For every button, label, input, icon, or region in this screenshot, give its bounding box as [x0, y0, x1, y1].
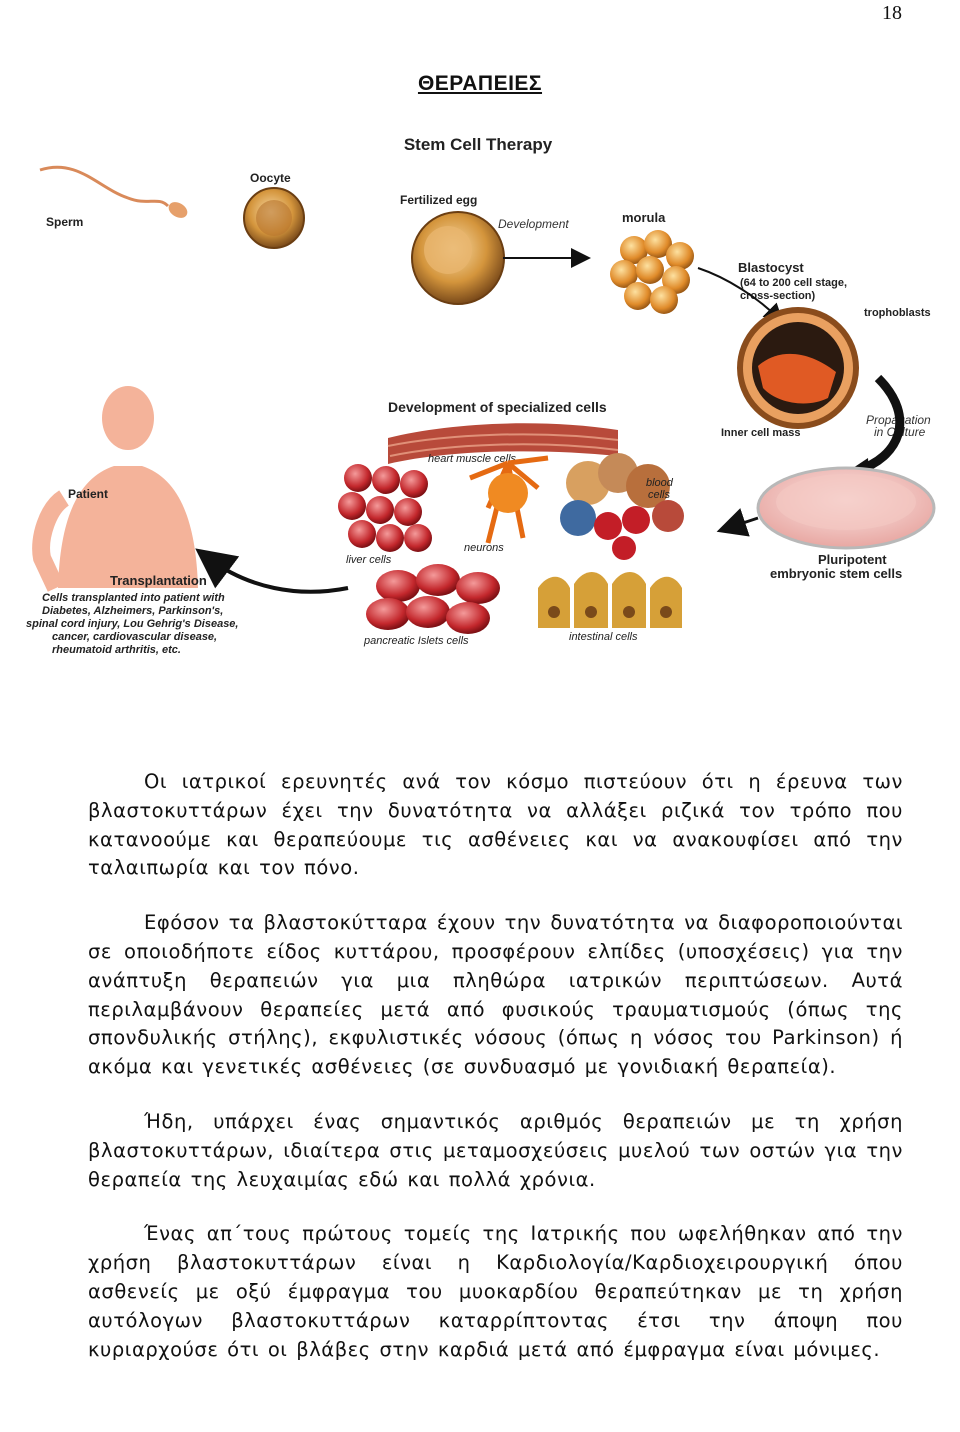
petri-dish [758, 468, 934, 548]
morula-label: morula [622, 210, 666, 225]
oocyte-label: Oocyte [250, 171, 291, 185]
paragraph-3: Ήδη, υπάρχει ένας σημαντικός αριθμός θεραπειών με τη χρήση βλαστοκυττάρων, ιδιαίτερα στις μεταμοσχεύσεις μυελού των οστών για την θεραπεία της λευχαιμίας εδώ και πολλά χρόνια. [88, 1109, 903, 1191]
neuron-cell [470, 458, 548, 543]
morula-cluster [610, 230, 694, 314]
stem-cell-therapy-figure [18, 118, 958, 658]
patient-label: Patient [68, 487, 109, 501]
blastocyst-sub2: cross-section) [740, 290, 816, 302]
transplant-line-4: cancer, cardiovascular disease, [52, 631, 218, 643]
transplant-line-3: spinal cord injury, Lou Gehrig's Disease, [26, 618, 239, 630]
inner-cell-mass-label: Inner cell mass [721, 427, 801, 439]
propagation-label-2: in Culture [874, 425, 926, 439]
liver-cells-label: liver cells [346, 554, 392, 566]
body-text [88, 768, 903, 1390]
paragraph-4: Ένας απ΄τους πρώτους τομείς της Ιατρικής που ωφελήθηκαν από την χρήση βλαστοκυττάρων είναι η Καρδιολογία/Καρδιοχειρουργική όπου ασθενείς με οξύ έμφραγμα του μυοκαρδίου θεραπεύτηκαν με τη χρήση αυτόλογων βλαστοκυττάρων καταρρίπτοντας έτσι την άποψη που κυριαρχούσε ότι οι βλάβες στην καρδιά μετά από έμφραγμα είναι μόνιμες. [88, 1222, 903, 1361]
intestinal-label: intestinal cells [569, 631, 638, 643]
blastocyst-cell [740, 310, 856, 426]
neurons-label: neurons [464, 542, 504, 554]
transplant-line-1: Cells transplanted into patient with [42, 592, 225, 604]
differentiation-arrow [728, 518, 758, 528]
sperm-illustration [40, 167, 190, 221]
trophoblasts-label: trophoblasts [864, 307, 931, 319]
specialized-cells-title: Development of specialized cells [388, 399, 607, 415]
transplant-arrow [208, 558, 348, 592]
liver-cells [338, 464, 432, 552]
page-number: 18 [882, 2, 902, 24]
blastocyst-label: Blastocyst [738, 260, 804, 275]
pancreatic-islets-cells [366, 564, 500, 634]
pancreatic-label: pancreatic Islets cells [364, 635, 469, 647]
heart-muscle-label: heart muscle cells [428, 453, 517, 465]
development-label: Development [498, 217, 569, 231]
transplant-line-5: rheumatoid arthritis, etc. [52, 644, 181, 656]
transplantation-label: Transplantation [110, 573, 207, 588]
figure-title: Stem Cell Therapy [403, 135, 553, 154]
intestinal-cells [538, 572, 682, 628]
paragraph-2: Εφόσον τα βλαστοκύτταρα έχουν την δυνατότητα να διαφοροποιούνται σε οποιοδήποτε είδος κυττάρου, προσφέρουν ελπίδες (υποσχέσεις) για την ανάπτυξη θεραπειών για μια πληθώρα ιατρικών περιπτώσεων. Αυτά περιλαμβάνουν θεραπείες μετά από φυσικούς τραυματισμούς (όπως της σπονδυλικής στήλης), εκφυλιστικές νόσους (όπως η νόσος του Parkinson) ή ακόμα και γενετικές ασθένειες (σε συνδυασμό με γονιδιακή θεραπεία). [88, 911, 903, 1079]
page-title: ΘΕΡΑΠΕΙΕΣ [417, 72, 543, 95]
pluripotent-label-1: Pluripotent [818, 552, 887, 567]
paragraph-1: Οι ιατρικοί ερευνητές ανά τον κόσμο πιστεύουν ότι η έρευνα των βλαστοκυττάρων έχει την δυνατότητα να αλλάξει ριζικά τον τρόπο που κατανοούμε και θεραπεύουμε τις ασθένειες και να ανακουφίσει από την ταλαιπωρία και τον πόνο. [88, 770, 903, 880]
fertilized-egg-label: Fertilized egg [400, 193, 478, 207]
blood-cells-label-1: blood [646, 477, 673, 489]
propagation-label-1: Propagation [866, 413, 931, 427]
patient-silhouette [41, 386, 198, 588]
blastocyst-sub1: (64 to 200 cell stage, [740, 277, 847, 289]
blood-cells [560, 453, 684, 560]
transplant-line-2: Diabetes, Alzheimers, Parkinson's, [42, 605, 224, 617]
pluripotent-label-2: embryonic stem cells [770, 566, 903, 581]
blood-cells-label-2: cells [648, 489, 671, 501]
sperm-label: Sperm [46, 215, 84, 229]
